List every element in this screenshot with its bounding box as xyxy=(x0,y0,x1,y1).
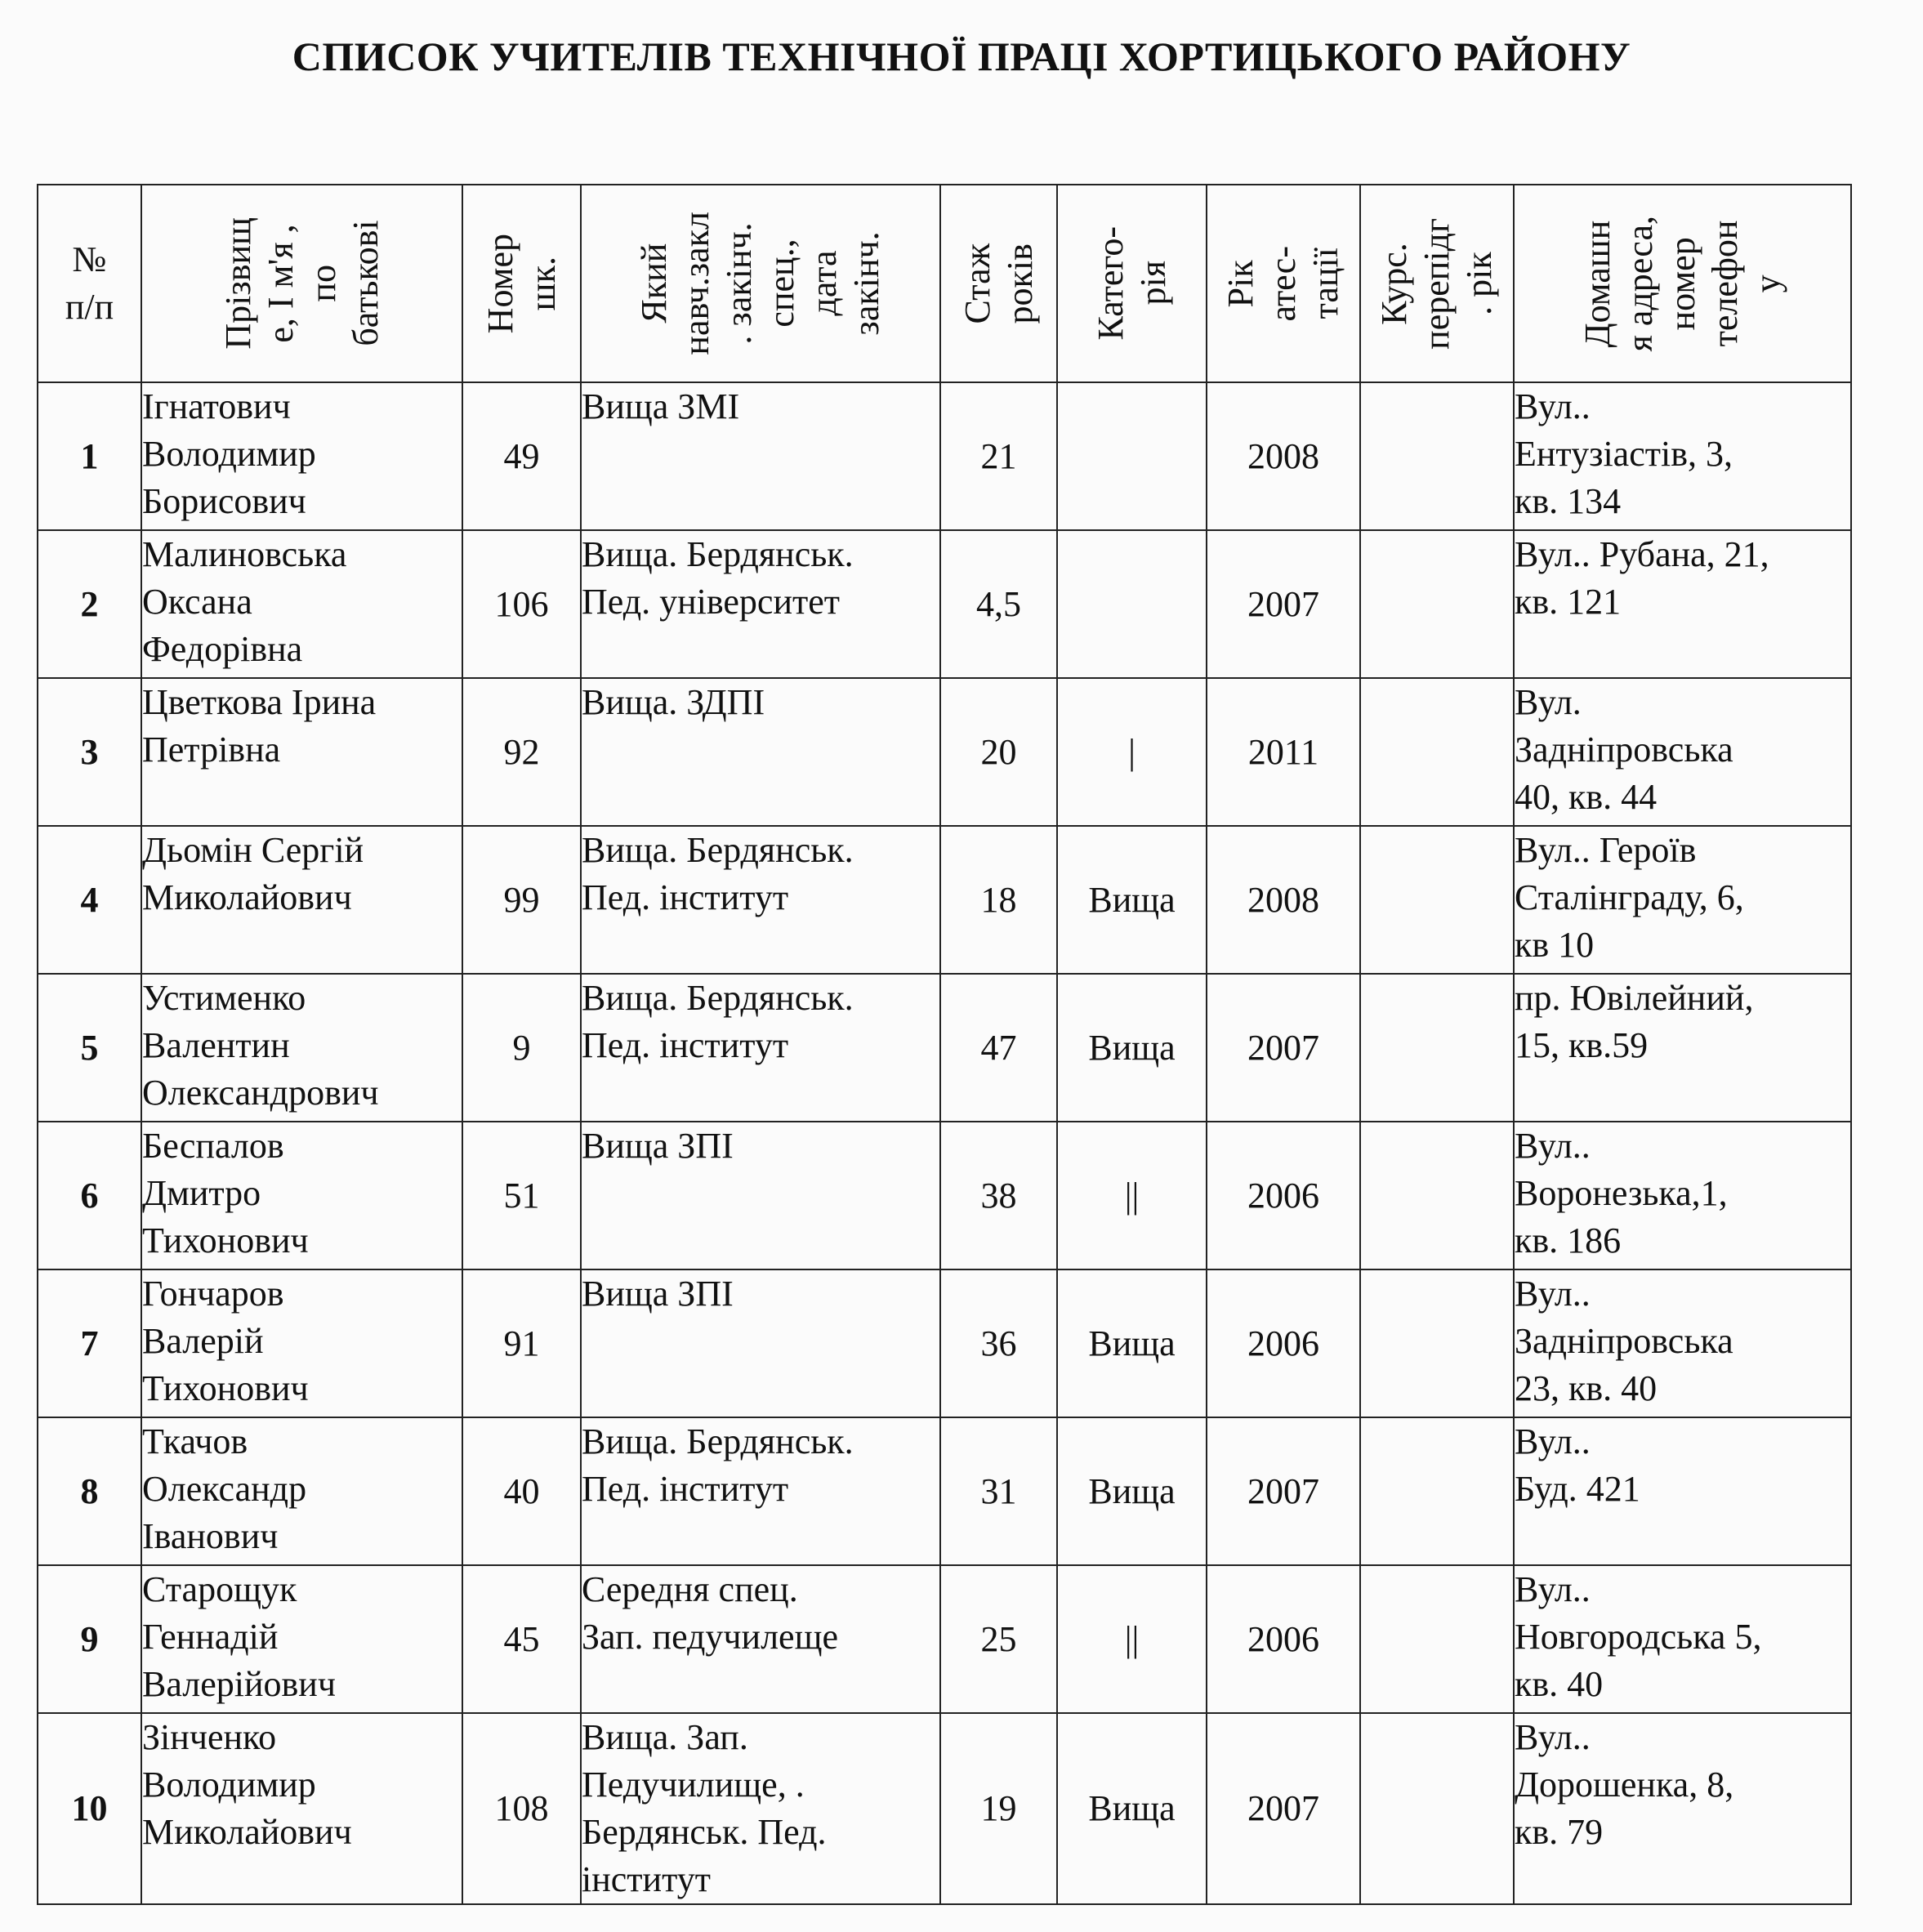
school-number-cell: 108 xyxy=(462,1713,581,1904)
attestation-year-cell: 2006 xyxy=(1207,1269,1360,1417)
attestation-year-cell: 2006 xyxy=(1207,1565,1360,1713)
category-cell: Вища xyxy=(1057,1713,1207,1904)
school-number-cell: 91 xyxy=(462,1269,581,1417)
home-address-cell: Вул. Задніпровська 40, кв. 44 xyxy=(1514,678,1851,826)
col-header-category: Катего- рія xyxy=(1057,185,1207,382)
row-number-cell: 1 xyxy=(38,382,141,530)
school-number-cell: 99 xyxy=(462,826,581,974)
school-number-cell: 51 xyxy=(462,1122,581,1269)
attestation-year-cell: 2006 xyxy=(1207,1122,1360,1269)
experience-years-cell: 36 xyxy=(940,1269,1057,1417)
row-number-cell: 7 xyxy=(38,1269,141,1417)
school-number-cell: 49 xyxy=(462,382,581,530)
education-cell: Вища. ЗДПІ xyxy=(581,678,940,826)
table-row xyxy=(38,678,1851,826)
school-number-cell: 92 xyxy=(462,678,581,826)
col-header-attestation-year: Рік атес- тації xyxy=(1207,185,1360,382)
experience-years-cell: 31 xyxy=(940,1417,1057,1565)
row-number-cell: 2 xyxy=(38,530,141,678)
table-row xyxy=(38,1565,1851,1713)
row-number-cell: 6 xyxy=(38,1122,141,1269)
col-header-address: Домашн я адреса, номер телефон у xyxy=(1514,185,1851,382)
row-number-cell: 9 xyxy=(38,1565,141,1713)
experience-years-cell: 25 xyxy=(940,1565,1057,1713)
category-cell: Вища xyxy=(1057,826,1207,974)
experience-years-cell: 38 xyxy=(940,1122,1057,1269)
home-address-cell: Вул.. Героїв Сталінграду, 6, кв 10 xyxy=(1514,826,1851,974)
attestation-year-cell: 2007 xyxy=(1207,974,1360,1122)
table-row xyxy=(38,974,1851,1122)
course-year-cell xyxy=(1360,1417,1514,1565)
attestation-year-cell: 2007 xyxy=(1207,1713,1360,1904)
course-year-cell xyxy=(1360,1122,1514,1269)
table-row xyxy=(38,382,1851,530)
home-address-cell: Вул.. Рубана, 21, кв. 121 xyxy=(1514,530,1851,678)
education-cell: Середня спец. Зап. педучилеще xyxy=(581,1565,940,1713)
home-address-cell: пр. Ювілейний, 15, кв.59 xyxy=(1514,974,1851,1122)
course-year-cell xyxy=(1360,974,1514,1122)
row-number-cell: 3 xyxy=(38,678,141,826)
course-year-cell xyxy=(1360,382,1514,530)
category-cell: || xyxy=(1057,1565,1207,1713)
experience-years-cell: 21 xyxy=(940,382,1057,530)
table-row xyxy=(38,1417,1851,1565)
education-cell: Вища ЗМІ xyxy=(581,382,940,530)
teacher-name-cell: Малиновська Оксана Федорівна xyxy=(141,530,462,678)
category-cell xyxy=(1057,382,1207,530)
teacher-name-cell: Цветкова Ірина Петрівна xyxy=(141,678,462,826)
row-number-cell: 8 xyxy=(38,1417,141,1565)
table-row xyxy=(38,1713,1851,1904)
experience-years-cell: 47 xyxy=(940,974,1057,1122)
course-year-cell xyxy=(1360,1565,1514,1713)
col-header-number: № п/п xyxy=(38,185,141,382)
teacher-name-cell: Гончаров Валерій Тихонович xyxy=(141,1269,462,1417)
table-row xyxy=(38,826,1851,974)
table-row xyxy=(38,1269,1851,1417)
teacher-name-cell: Старощук Геннадій Валерійович xyxy=(141,1565,462,1713)
school-number-cell: 106 xyxy=(462,530,581,678)
teacher-name-cell: Устименко Валентин Олександрович xyxy=(141,974,462,1122)
experience-years-cell: 4,5 xyxy=(940,530,1057,678)
col-header-school: Номер шк. xyxy=(462,185,581,382)
experience-years-cell: 19 xyxy=(940,1713,1057,1904)
school-number-cell: 40 xyxy=(462,1417,581,1565)
teacher-name-cell: Беспалов Дмитро Тихонович xyxy=(141,1122,462,1269)
course-year-cell xyxy=(1360,826,1514,974)
experience-years-cell: 20 xyxy=(940,678,1057,826)
col-header-education: Який навч.закл . закінч. спец., дата закінч. xyxy=(581,185,940,382)
experience-years-cell: 18 xyxy=(940,826,1057,974)
col-header-course-year: Курс. перепідг . рік xyxy=(1360,185,1514,382)
page-title: СПИСОК УЧИТЕЛІВ ТЕХНІЧНОЇ ПРАЦІ ХОРТИЦЬКОГО РАЙОНУ xyxy=(292,33,1631,79)
course-year-cell xyxy=(1360,678,1514,826)
home-address-cell: Вул.. Задніпровська 23, кв. 40 xyxy=(1514,1269,1851,1417)
course-year-cell xyxy=(1360,1269,1514,1417)
teacher-name-cell: Дьомін Сергій Миколайович xyxy=(141,826,462,974)
teacher-name-cell: Ткачов Олександр Іванович xyxy=(141,1417,462,1565)
home-address-cell: Вул.. Ентузіастів, 3, кв. 134 xyxy=(1514,382,1851,530)
category-cell: Вища xyxy=(1057,974,1207,1122)
category-cell: || xyxy=(1057,1122,1207,1269)
home-address-cell: Вул.. Новгородська 5, кв. 40 xyxy=(1514,1565,1851,1713)
course-year-cell xyxy=(1360,530,1514,678)
education-cell: Вища ЗПІ xyxy=(581,1122,940,1269)
row-number-cell: 5 xyxy=(38,974,141,1122)
education-cell: Вища. Зап. Педучилище, . Бердянськ. Пед. інститут xyxy=(581,1713,940,1904)
education-cell: Вища. Бердянськ. Пед. інститут xyxy=(581,974,940,1122)
header-row xyxy=(38,185,1851,382)
attestation-year-cell: 2011 xyxy=(1207,678,1360,826)
category-cell xyxy=(1057,530,1207,678)
row-number-cell: 4 xyxy=(38,826,141,974)
attestation-year-cell: 2008 xyxy=(1207,382,1360,530)
course-year-cell xyxy=(1360,1713,1514,1904)
table-row xyxy=(38,1122,1851,1269)
education-cell: Вища ЗПІ xyxy=(581,1269,940,1417)
table-row xyxy=(38,530,1851,678)
home-address-cell: Вул.. Дорошенка, 8, кв. 79 xyxy=(1514,1713,1851,1904)
home-address-cell: Вул.. Воронезька,1, кв. 186 xyxy=(1514,1122,1851,1269)
teacher-name-cell: Зінченко Володимир Миколайович xyxy=(141,1713,462,1904)
col-header-experience: Стаж років xyxy=(940,185,1057,382)
category-cell: Вища xyxy=(1057,1417,1207,1565)
attestation-year-cell: 2007 xyxy=(1207,530,1360,678)
school-number-cell: 9 xyxy=(462,974,581,1122)
education-cell: Вища. Бердянськ. Пед. інститут xyxy=(581,1417,940,1565)
teachers-table xyxy=(37,184,1852,1905)
category-cell: Вища xyxy=(1057,1269,1207,1417)
col-header-name: Прізвищ е, І м'я , по батькові xyxy=(141,185,462,382)
teacher-name-cell: Ігнатович Володимир Борисович xyxy=(141,382,462,530)
education-cell: Вища. Бердянськ. Пед. інститут xyxy=(581,826,940,974)
attestation-year-cell: 2008 xyxy=(1207,826,1360,974)
row-number-cell: 10 xyxy=(38,1713,141,1904)
education-cell: Вища. Бердянськ. Пед. університет xyxy=(581,530,940,678)
school-number-cell: 45 xyxy=(462,1565,581,1713)
attestation-year-cell: 2007 xyxy=(1207,1417,1360,1565)
home-address-cell: Вул.. Буд. 421 xyxy=(1514,1417,1851,1565)
category-cell: | xyxy=(1057,678,1207,826)
